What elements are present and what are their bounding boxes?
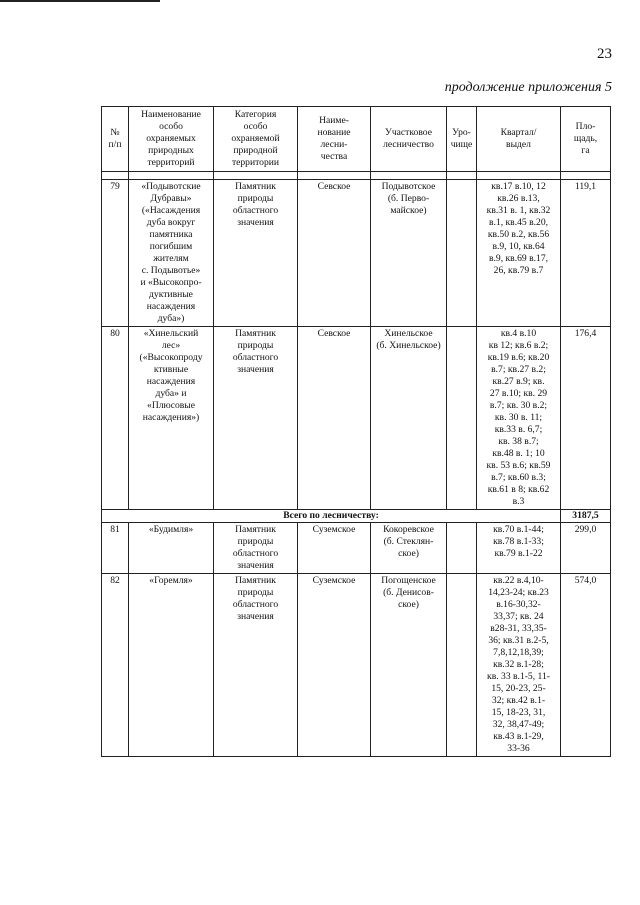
header-category: Категория особо охраняемой природной территории [214,107,298,172]
table-row [102,327,611,510]
table-row [102,574,611,757]
row-area: 176,4 [561,327,611,510]
table-row [102,523,611,574]
appendix-continuation-note: продолжение приложения 5 [444,80,612,95]
row-num: 80 [102,327,129,510]
header-area: Пло- щадь, га [561,107,611,172]
row-name: «Хинельский лес» («Высокопроду ктивные насаждения дуба» и «Плюсовые насаждения») [129,327,214,510]
page-number: 23 [597,46,612,62]
row-tract [447,523,477,574]
table-spacer-row [102,172,611,180]
protected-areas-table [101,106,611,757]
total-value: 3187,5 [561,510,611,523]
row-district: Кокоревское (б. Стеклян- ское) [371,523,447,574]
row-category: Памятник природы областного значения [214,327,298,510]
row-area: 574,0 [561,574,611,757]
row-num: 79 [102,180,129,327]
row-category: Памятник природы областного значения [214,574,298,757]
row-quarter: кв.4 в.10 кв 12; кв.6 в.2; кв.19 в.6; кв.20 в.7; кв.27 в.2; кв.27 в.9; кв. 27 в.10; кв. 29 в.7; кв. 30 в.2; кв. 30 в. 11; кв.33 в. 6,7; кв. 38 в.7; кв.48 в. 1; 10 кв. 53 в.6; кв.59 в.7; кв.60 в.3; кв.61 в 8; кв.62 в.3 [477,327,561,510]
header-name: Наименование особо охраняемых природных территорий [129,107,214,172]
row-name: «Будимля» [129,523,214,574]
row-district: Хинельское (б. Хинельское) [371,327,447,510]
header-num: № п/п [102,107,129,172]
row-quarter: кв.17 в.10, 12 кв.26 в.13, кв.31 в. 1, кв.32 в.1, кв.45 в.20, кв.50 в.2, кв.56 в.9, 10, кв.64 в.9, кв.69 в.17, 26, кв.79 в.7 [477,180,561,327]
header-forestry: Наиме- нование лесни- чества [298,107,371,172]
row-quarter: кв.70 в.1-44; кв.78 в.1-33; кв.79 в.1-22 [477,523,561,574]
row-forestry: Суземское [298,523,371,574]
header-quarter: Квартал/ выдел [477,107,561,172]
table-row [102,180,611,327]
row-forestry: Суземское [298,574,371,757]
row-district: Подывотское (б. Перво- майское) [371,180,447,327]
row-forestry: Севское [298,327,371,510]
row-category: Памятник природы областного значения [214,180,298,327]
row-num: 81 [102,523,129,574]
row-num: 82 [102,574,129,757]
table-header-row [102,107,611,172]
top-rule [0,0,160,2]
row-area: 299,0 [561,523,611,574]
row-district: Погощенское (б. Денисов- ское) [371,574,447,757]
row-name: «Подывотские Дубравы» («Насаждения дуба вокруг памятника погибшим жителям с. Подывотье» и «Высокопро- дуктивные насаждения дуба») [129,180,214,327]
row-quarter: кв.22 в.4,10- 14,23-24; кв.23 в.16-30,32- 33,37; кв. 24 в28-31, 33,35- 36; кв.31 в.2-5, 7,8,12,18,39; кв.32 в.1-28; кв. 33 в.1-5, 11- 15, 20-23, 25- 32; кв.42 в.1- 15, 18-23, 31, 32, 38,47-49; кв.43 в.1-29, 33-36 [477,574,561,757]
total-row [102,510,611,523]
row-name: «Горемля» [129,574,214,757]
row-forestry: Севское [298,180,371,327]
header-tract: Уро- чище [447,107,477,172]
row-category: Памятник природы областного значения [214,523,298,574]
row-area: 119,1 [561,180,611,327]
row-tract [447,327,477,510]
total-label: Всего по лесничеству: [102,510,561,523]
row-tract [447,180,477,327]
header-district: Участковое лесничество [371,107,447,172]
row-tract [447,574,477,757]
